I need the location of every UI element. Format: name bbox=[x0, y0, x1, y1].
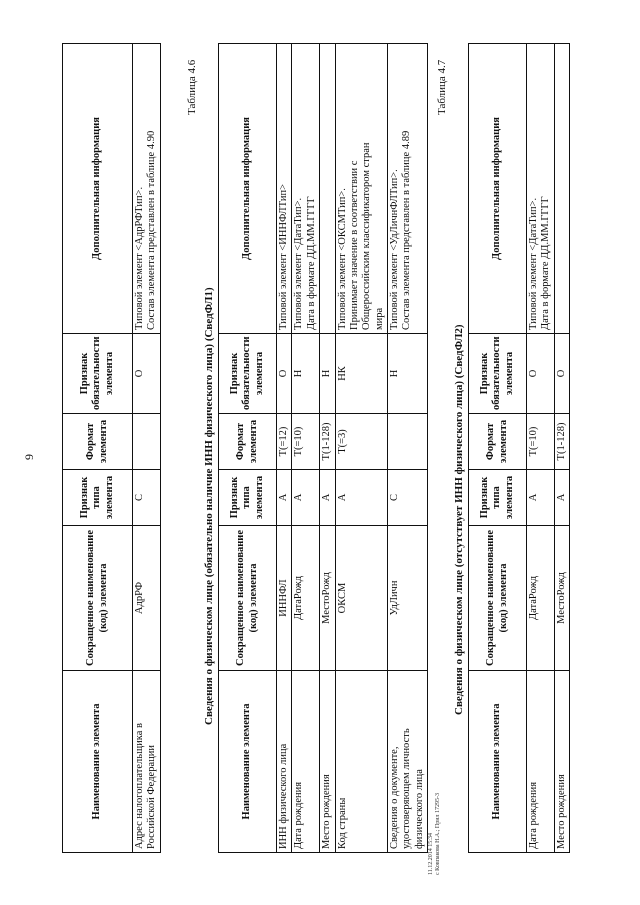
cell-format: Т(=10) bbox=[292, 414, 320, 470]
table-row bbox=[335, 44, 388, 853]
table-row bbox=[554, 44, 569, 853]
cell-required: НК bbox=[335, 334, 388, 414]
col-header-name: Наименование элемента bbox=[63, 671, 133, 853]
col-header-format: Формат элемента bbox=[219, 414, 277, 470]
table-4-6 bbox=[218, 43, 428, 853]
info-line: Типовой элемент <УдЛичнФЛТип>. bbox=[389, 169, 400, 330]
info-line: Типовой элемент <ИННФЛТип> bbox=[278, 184, 289, 330]
stamp-line-1: 11.12.2014 15:34 bbox=[428, 833, 434, 875]
col-header-info: Дополнительная информация bbox=[469, 44, 527, 334]
cell-format: Т(=10) bbox=[527, 414, 555, 470]
cell-type: А bbox=[554, 470, 569, 526]
cell-code: ОКСМ bbox=[335, 526, 388, 671]
cell-info bbox=[554, 44, 569, 334]
table-row bbox=[277, 44, 292, 853]
table-label-4-6: Таблица 4.6 bbox=[186, 59, 198, 115]
cell-name: Код страны bbox=[335, 671, 388, 853]
table-4-7 bbox=[468, 43, 570, 853]
info-line: Типовой элемент <АдрРФТип>. bbox=[134, 186, 145, 330]
info-line: Типовой элемент <ДатаТип>. bbox=[528, 197, 539, 330]
cell-type: С bbox=[133, 470, 161, 526]
col-header-short: Сокращенное наименование (код) элемента bbox=[63, 526, 133, 671]
info-line: Дата в формате ДД.ММ.ГГГГ bbox=[540, 196, 552, 330]
cell-code: ДатаРожд bbox=[527, 526, 555, 671]
info-line: мира bbox=[373, 307, 385, 330]
info-line: Общероссийским классификатором стран bbox=[361, 142, 373, 330]
cell-format: Т(1-128) bbox=[320, 414, 335, 470]
cell-name: Адрес налогоплательщика в Российской Федерации bbox=[133, 671, 161, 853]
table-row bbox=[388, 44, 428, 853]
cell-code: АдрРФ bbox=[133, 526, 161, 671]
table-caption-4-7: Сведения о физическом лице (отсутствует ИНН физического лица) (СведФЛ2) bbox=[453, 324, 465, 715]
cell-name: ИНН физического лица bbox=[277, 671, 292, 853]
cell-type: А bbox=[320, 470, 335, 526]
cell-info bbox=[133, 44, 161, 334]
info-line: Состав элемента представлен в таблице 4.89 bbox=[401, 130, 413, 330]
cell-format: Т(=12) bbox=[277, 414, 292, 470]
col-header-format: Формат элемента bbox=[469, 414, 527, 470]
cell-info bbox=[527, 44, 555, 334]
table-continuation bbox=[62, 43, 161, 853]
cell-required: Н bbox=[292, 334, 320, 414]
cell-info bbox=[320, 44, 335, 334]
cell-type: С bbox=[388, 470, 428, 526]
col-header-required: Признак обязательности элемента bbox=[219, 334, 277, 414]
info-line: Типовой элемент <ОКСМТип>. bbox=[336, 188, 348, 330]
col-header-short: Сокращенное наименование (код) элемента bbox=[219, 526, 277, 671]
table-label-4-7: Таблица 4.7 bbox=[436, 59, 448, 115]
cell-info bbox=[335, 44, 388, 334]
col-header-required: Признак обязательности элемента bbox=[469, 334, 527, 414]
cell-type: А bbox=[335, 470, 388, 526]
col-header-info: Дополнительная информация bbox=[219, 44, 277, 334]
table-row bbox=[320, 44, 335, 853]
cell-code: ИННФЛ bbox=[277, 526, 292, 671]
col-header-type: Признак типа элемента bbox=[63, 470, 133, 526]
info-line: Состав элемента представлен в таблице 4.90 bbox=[146, 130, 158, 330]
info-line: Типовой элемент <ДатаТип>. bbox=[293, 197, 305, 330]
cell-required: О bbox=[527, 334, 555, 414]
cell-format bbox=[388, 414, 428, 470]
cell-code: МестоРожд bbox=[554, 526, 569, 671]
table-row bbox=[527, 44, 555, 853]
cell-code: МестоРожд bbox=[320, 526, 335, 671]
cell-code: УдЛичн bbox=[388, 526, 428, 671]
col-header-short: Сокращенное наименование (код) элемента bbox=[469, 526, 527, 671]
cell-format: Т(1-128) bbox=[554, 414, 569, 470]
cell-name: Место рождения bbox=[320, 671, 335, 853]
table-row bbox=[133, 44, 161, 853]
cell-format: Т(=3) bbox=[335, 414, 388, 470]
cell-type: А bbox=[292, 470, 320, 526]
cell-required: О bbox=[277, 334, 292, 414]
col-header-name: Наименование элемента bbox=[469, 671, 527, 853]
cell-name: Место рождения bbox=[554, 671, 569, 853]
cell-required: О bbox=[554, 334, 569, 414]
cell-code: ДатаРожд bbox=[292, 526, 320, 671]
col-header-required: Признак обязательности элемента bbox=[63, 334, 133, 414]
cell-type: А bbox=[527, 470, 555, 526]
cell-name: Дата рождения bbox=[292, 671, 320, 853]
col-header-info: Дополнительная информация bbox=[63, 44, 133, 334]
info-line: Принимает значение в соответствии с bbox=[348, 160, 360, 330]
col-header-type: Признак типа элемента bbox=[469, 470, 527, 526]
cell-required: Н bbox=[388, 334, 428, 414]
col-header-format: Формат элемента bbox=[63, 414, 133, 470]
cell-format bbox=[133, 414, 161, 470]
info-line: Дата в формате ДД.ММ.ГГГГ bbox=[305, 196, 317, 330]
cell-name: Сведения о документе, удостоверяющем личность физического лица bbox=[388, 671, 428, 853]
stamp-line-2: с Ковпакова Н.А.; Прил 17295-3 bbox=[435, 793, 441, 875]
cell-required: Н bbox=[320, 334, 335, 414]
page-number: 9 bbox=[22, 454, 36, 460]
table-caption-4-6: Сведения о физическом лице (обязательно наличие ИНН физического лица) (СведФЛ1) bbox=[203, 287, 215, 725]
cell-info bbox=[292, 44, 320, 334]
cell-name: Дата рождения bbox=[527, 671, 555, 853]
cell-info bbox=[388, 44, 428, 334]
cell-required: О bbox=[133, 334, 161, 414]
table-row bbox=[292, 44, 320, 853]
cell-type: А bbox=[277, 470, 292, 526]
col-header-name: Наименование элемента bbox=[219, 671, 277, 853]
registration-stamp bbox=[428, 793, 442, 875]
cell-info bbox=[277, 44, 292, 334]
col-header-type: Признак типа элемента bbox=[219, 470, 277, 526]
